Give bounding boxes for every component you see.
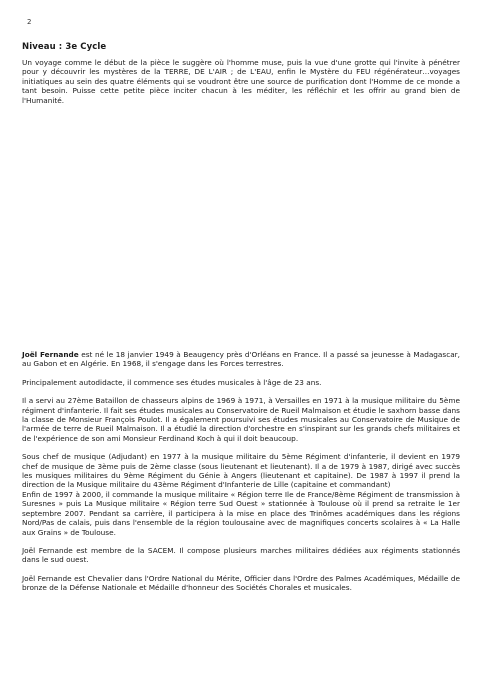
- intro-paragraph: Un voyage comme le début de la pièce le suggère où l'homme muse, puis la vue d'une grotte qui l'invite à pénétrer pour y découvrir les mystères de la TERRE, DE L'AIR ; de L'EAU, enfin le Mystère du FEU régénérateur…voyages initiatiques au sein des quatre éléments qui se voudront être une source de purification dont l'Homme de ce monde a tant besoin. Puisse cette petite pièce inciter chacun à les méditer, les réfléchir et les offrir au grand bien de l'Humanité.: [22, 58, 460, 105]
- bio-paragraph-honours: Joël Fernande est Chevalier dans l'Ordre National du Mérite, Officier dans l'Ordre des Palmes Académiques, Médaille de bronze de la Défense Nationale et Médaille d'honneur des Sociétés Chorales et musicales.: [22, 573, 460, 593]
- bio-paragraph-sacem: Joël Fernande est membre de la SACEM. Il compose plusieurs marches militaires dédiées aux régiments stationnés dans le sud ouest.: [22, 545, 460, 565]
- level-heading: Niveau : 3e Cycle: [22, 42, 107, 52]
- composer-biography: [22, 350, 460, 602]
- composer-name: Joël Fernande: [22, 350, 79, 359]
- bio-paragraph-studies: Principalement autodidacte, il commence ses études musicales à l'âge de 23 ans.: [22, 377, 322, 387]
- bio-paragraph-birth: [22, 350, 460, 369]
- page-number: 2: [27, 18, 32, 26]
- bio-paragraph-career: Sous chef de musique (Adjudant) en 1977 à la musique militaire du 5ème Régiment d'infanterie, il devient en 1979 chef de musique de 3ème puis de 2ème classe (sous lieutenant et lieutenant). Il a de 1979 à 1987, dirigé avec succès les musiques militaires du 9ème Régiment du Génie à Angers (lieutenant et capitaine). De 1987 à 1997 il prend la direction de la Musique militaire du 43ème Régiment d'Infanterie de Lille (capitaine et commandant): [22, 452, 460, 490]
- bio-birth-text: est né le 18 janvier 1949 à Beaugency près d'Orléans en France. Il a passé sa jeunesse à Madagascar, au Gabon et en Algérie. En 1968, il s'engage dans les Forces terrestres.: [22, 350, 461, 369]
- bio-paragraph-service: Il a servi au 27ème Bataillon de chasseurs alpins de 1969 à 1971, à Versailles en 1971 à la musique militaire du 5ème régiment d'infanterie. Il fait ses études musicales au Conservatoire de Rueil Malmaison et étudie le saxhorn basse dans la classe de Monsieur François Poulot. Il a également poursuivi ses études musicales au Conservatoire de Musique de l'armée de terre de Rueil Malmaison. Il a étudié la direction d'orchestre en s'inspirant sur les grands chefs militaires et de l'expérience de son ami Monsieur Ferdinand Koch à qui il doit beaucoup.: [22, 396, 460, 443]
- bio-paragraph-retirement: Enfin de 1997 à 2000, il commande la musique militaire « Région terre Ile de France/8ème Régiment de transmission à Suresnes » puis La Musique militaire « Région terre Sud Ouest » stationnée à Toulouse où il prend sa retraite le 1er septembre 2007. Pendant sa carrière, il participera à la mise en place des Trinômes académiques dans les régions Nord/Pas de calais, puis dans l'ensemble de la région toulousaine avec de magnifiques concerts scolaires à « La Halle aux Grains » de Toulouse.: [22, 489, 460, 537]
